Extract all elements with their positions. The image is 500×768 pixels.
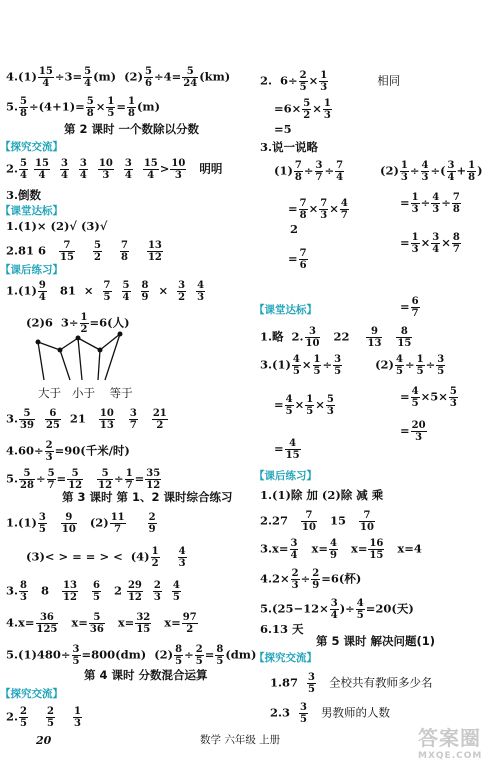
r-after-5: 5.(25−12× $\frac{3}{4}$ )÷ $\frac{4}{5}$ =20(天) [260, 598, 414, 621]
l2-after-2: (2)6 3÷ $\frac{1}{2}$ =6(人) [26, 312, 130, 335]
tree-label-greater: 大于 [38, 386, 61, 400]
r-answer-3-1: (1) $\frac{7}{8}$ ÷ $\frac{3}{7}$ ÷ $\frac{7}{4}$ [274, 160, 344, 183]
tree-labels [38, 386, 133, 400]
l3-answer-1: 1.(1) $\frac{3}{5}$ $\frac{9}{10}$ (2) $\frac{11}{7}$ $\frac{2}{9}$ [6, 512, 156, 535]
r-class-3-2-res: = $\frac{20}{3}$ [400, 420, 426, 443]
l2-answer-3: 3.倒数 [6, 188, 42, 202]
footer-subject: 数学 六年级 上册 [200, 734, 281, 746]
lesson-4-title: 第 4 课时 分数混合运算 [84, 668, 208, 682]
r-answer-3-1-two: 2 [290, 222, 299, 236]
tag-explore-2: 【 探究交流 】 [0, 686, 63, 701]
l3-answer-1-head: 1.(1) [6, 515, 37, 530]
r-answer-2-same: 相同 [377, 73, 401, 88]
lesson-3-title: 第 3 课时 第 1、2 课时综合练习 [62, 490, 233, 504]
l3-answer-3b: 3. $\frac{8}{3}$ 8 $\frac{13}{12}$ $\frac{6}{5}$ 2 $\frac{29}{12}$ $\frac{2}{3}$ $\frac{4}{5}$ [6, 580, 180, 603]
tree-label-less: 小于 [71, 386, 95, 400]
lesson-2-title: 第 2 课时 一个数除以分数 [64, 122, 200, 136]
r-explore-2-text: 男教师的人数 [321, 705, 391, 720]
l2-after-1: 1.(1) $\frac{9}{4}$ 81 × $\frac{7}{5}$ $\frac{5}{4}$ $\frac{8}{9}$ × $\frac{3}{2}$ $\frac{4}{3}$ [6, 280, 205, 303]
l2-class-2-head: 2.81 6 [6, 243, 47, 258]
l3-answer-3b-mid: 8 [41, 583, 50, 598]
tag-after: 【 课后练习 】 [0, 262, 63, 277]
r-answer-3-2-step2: = $\frac{1}{3}$ × $\frac{3}{4}$ × $\frac{8}{7}$ [400, 232, 460, 255]
l3-answer-1-b: (2) [89, 515, 109, 530]
l2-after-5: 5. $\frac{5}{28}$ ÷ $\frac{5}{7}$ = $\frac{5}{12}$ $\frac{5}{12}$ ÷ $\frac{1}{7}$ = $\frac{35}{12}$ [6, 468, 161, 491]
r-tag-class: 【 课堂达标 】 [254, 302, 317, 317]
r-after-6: 6.13 天 [260, 622, 304, 636]
r-answer-3-2-result: = $\frac{6}{7}$ [400, 296, 419, 319]
r-after-3-head: 3.x= [260, 541, 289, 556]
tree-label-equal: 等于 [109, 386, 133, 400]
r-explore-1-head: 1.87 [270, 675, 299, 690]
l2-after-1-mid: 81 [59, 283, 76, 298]
r-explore-2-head: 2.3 [270, 705, 291, 720]
l2-after-1-head: 1.(1) [6, 283, 37, 298]
tag-explore: 【 探究交流 】 [0, 139, 63, 154]
r-answer-3: 3.说一说略 [260, 140, 319, 154]
r-answer-3-1-step: = $\frac{7}{8}$ × $\frac{7}{3}$ × $\frac{4}{7}$ [288, 198, 348, 221]
answer-4: 4.(1) $\frac{15}{4}$ ÷3= $\frac{5}{4}$ (m) (2) $\frac{5}{6}$ ÷4= $\frac{5}{24}$ (km) [6, 66, 231, 89]
r-after-2: 2.27 $\frac{7}{10}$ 15 $\frac{7}{10}$ [260, 510, 374, 533]
r-after-2-head: 2.27 [260, 513, 289, 528]
r-explore-1: 1.87 $\frac{3}{5}$ 全校共有教师多少名 [270, 672, 433, 695]
r-after-3: 3.x= $\frac{3}{4}$ x= $\frac{4}{9}$ x= $\frac{16}{15}$ x=4 [260, 538, 422, 561]
l3-answer-3: (3)< > = = > < (4) $\frac{1}{2}$ $\frac{4}{3}$ [26, 546, 186, 569]
r-class-3-1-res: = $\frac{4}{15}$ [274, 438, 300, 461]
r-class-3-1-step: = $\frac{4}{5}$ × $\frac{1}{5}$ × $\frac{5}{3}$ [274, 394, 334, 417]
matching-tree [30, 328, 140, 388]
l3-answer-3-text: (3)< > = = > < [26, 549, 123, 564]
page-number: 20 [36, 734, 52, 747]
r-answer-3-1-result: = $\frac{7}{6}$ [288, 248, 307, 271]
l2-class-2: 2.81 6 $\frac{7}{15}$ $\frac{5}{2}$ $\frac{7}{8}$ $\frac{13}{12}$ [6, 240, 162, 263]
r-answer-2-result: =5 [274, 122, 292, 136]
l3-answer-5: 5.(1)480÷ $\frac{3}{5}$ =800(dm) (2) $\frac{8}{5}$ ÷ $\frac{2}{5}$ = $\frac{8}{5}$ (dm) [6, 644, 257, 667]
r-answer-2: 2. 6÷ $\frac{2}{5}$ × $\frac{1}{3}$ 相同 [260, 70, 401, 93]
r-answer-3-2-step: = $\frac{1}{3}$ ÷ $\frac{4}{3}$ ÷ $\frac{7}{8}$ [400, 192, 460, 215]
l2-class-1: 1.(1)× (2)√ (3)√ [6, 219, 108, 233]
watermark-bottom: MXQE.COM [418, 751, 483, 761]
tag-class: 【 课堂达标 】 [0, 203, 63, 218]
l3-answer-4-head: 4.x= [6, 615, 35, 630]
r-answer-3-2: (2) $\frac{1}{3}$ ÷ $\frac{4}{3}$ ÷( $\frac{3}{4}$ + $\frac{1}{8}$ ) [380, 160, 483, 183]
l2-after-4: 4.60÷ $\frac{2}{3}$ =90(千米/时) [6, 440, 130, 463]
r-explore-1-text: 全校共有教师多少名 [329, 675, 433, 690]
l4-answer-2: 2. $\frac{2}{5}$ $\frac{2}{5}$ $\frac{1}{3}$ [6, 706, 81, 729]
r-class-1: 1.略 2. $\frac{3}{10}$ 22 $\frac{9}{13}$ $\frac{8}{15}$ [260, 326, 412, 349]
r-class-3-head: 3.(1) [260, 357, 291, 372]
answer-5: 5. $\frac{5}{8}$ ÷(4+1)= $\frac{5}{8}$ × $\frac{1}{5}$ = $\frac{1}{8}$ (m) [6, 96, 161, 119]
r-explore-2: 2.3 $\frac{3}{5}$ 男教师的人数 [270, 702, 391, 725]
l2-after-3-mid: 21 [69, 411, 86, 426]
l2-after-3: 3. $\frac{5}{39}$ $\frac{6}{25}$ 21 $\frac{10}{13}$ $\frac{3}{7}$ $\frac{21}{2}$ [6, 408, 167, 431]
r-class-3-2-step: = $\frac{4}{5}$ ×5× $\frac{5}{3}$ [400, 386, 457, 409]
r-tag-explore: 【 探究交流 】 [254, 650, 317, 665]
r-tag-after: 【 课后练习 】 [254, 468, 317, 483]
r-answer-2-step: =6× $\frac{5}{2}$ × $\frac{1}{3}$ [274, 98, 331, 121]
r-after-1: 1.(1)除 加 (2)除 减 乘 [260, 488, 384, 502]
r-class-3: 3.(1) $\frac{4}{5}$ × $\frac{1}{5}$ ÷ $\frac{3}{5}$ (2) $\frac{4}{5}$ ÷ $\frac{1}{5}$ ÷ $\frac{3}{5}$ [260, 354, 445, 377]
r-after-4: 4.2× $\frac{2}{3}$ ÷ $\frac{2}{9}$ =6(杯) [260, 568, 362, 591]
l2-answer-2-tail: 明明 [199, 161, 223, 176]
watermark [418, 722, 496, 762]
lesson-5-title: 第 5 课时 解决问题(1) [316, 634, 436, 648]
l2-answer-2: 2. $\frac{5}{4}$ $\frac{15}{4}$ $\frac{3}{4}$ $\frac{3}{4}$ $\frac{10}{3}$ $\frac{3}{4}$ $\frac{15}{4}$ > $\frac{10}{3}$ 明明 [6, 158, 223, 181]
watermark-top: 答案圈 [418, 726, 481, 750]
l3-answer-3-b: (4) [130, 549, 150, 564]
l3-answer-4: 4.x= $\frac{36}{125}$ x= $\frac{5}{36}$ x= $\frac{32}{15}$ x= $\frac{97}{2}$ [6, 612, 197, 635]
